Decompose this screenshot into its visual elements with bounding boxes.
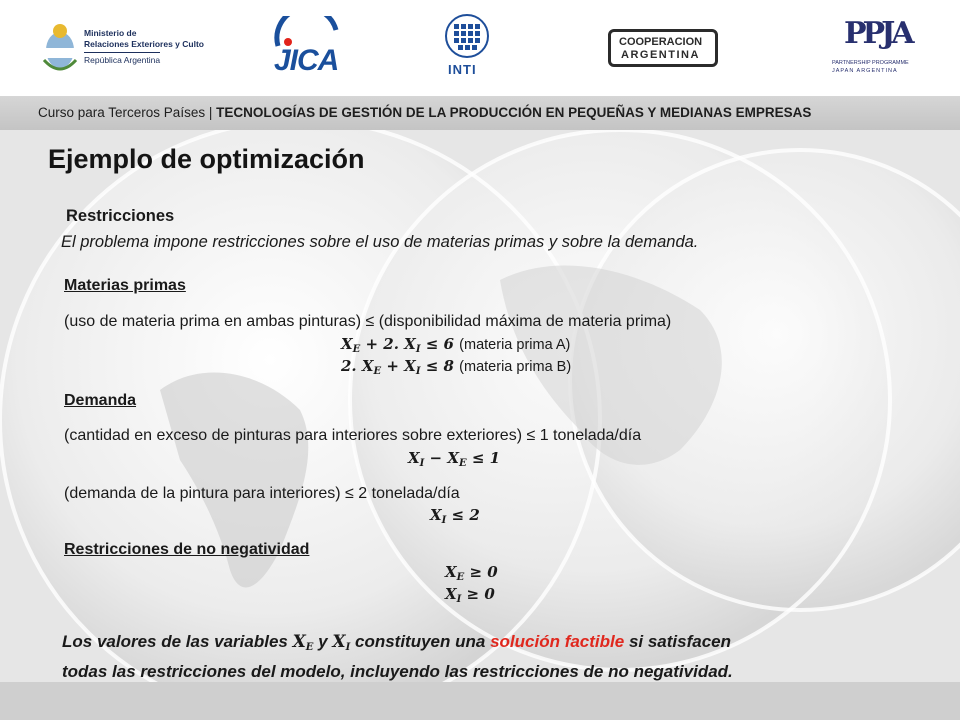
slide-title: Ejemplo de optimización [48,144,365,174]
no-negatividad-heading: Restricciones de no negatividad [64,541,310,558]
constraint-materia-b: 2. $X_E + X_I \le 8$ (materia prima B) [341,357,572,377]
ministerio-logo [40,20,210,76]
conclusion-part2: constituyen una [354,632,486,651]
ppja-line1: PARTNERSHIP PROGRAMME [832,60,909,66]
course-banner [0,96,960,130]
banner-separator: | [205,105,217,120]
cooperacion-line1: COOPERACION [619,36,703,48]
course-name: Curso para Terceros Países [38,105,206,120]
var-xi: $X_I$ [332,632,351,653]
ppja-logo [830,16,922,80]
constraint-xe-nonneg: $X_E \ge 0$ [445,563,498,583]
inti-logo [440,12,494,84]
conclusion-line-2: todas las restricciones del modelo, incluyendo las restricciones de no negatividad. [62,662,733,681]
restricciones-heading: Restricciones [66,207,175,225]
constraint-materia-a: $X_E + 2$. $X_I \le 6$ (materia prima A) [341,335,571,355]
intro-text: El problema impone restricciones sobre el uso de materias primas y sobre la demanda. [61,233,699,251]
demanda-text-1: (cantidad en exceso de pinturas para interiores sobre exteriores) ≤ 1 tonelada/día [64,427,642,444]
conclusion-text [62,630,733,684]
ministerio-line1: Ministerio de [84,28,137,38]
ppja-line2: JAPAN ARGENTINA [832,68,898,74]
ministerio-line3: República Argentina [84,52,160,65]
cooperacion-line2: ARGENTINA [621,49,700,61]
inti-globe-icon [440,12,494,60]
var-xe: $X_E$ [292,632,314,653]
constraint-xi-nonneg: $X_I \ge 0$ [445,585,495,605]
ppja-mark: PPJA [844,16,911,51]
demanda-text-2: (demanda de la pintura para interiores) ≤ 2 tonelada/día [64,485,460,502]
constraint-materia-a-note: (materia prima A) [459,337,571,353]
constraint-demanda-exceso: $X_I - X_E \le 1$ [408,449,501,469]
constraint-materia-b-note: (materia prima B) [459,359,572,375]
coat-of-arms-icon [40,20,80,76]
ministerio-line2: Relaciones Exteriores y Culto [84,39,204,49]
jica-logo [270,16,350,78]
conclusion-line-1 [62,630,733,660]
header-logos [0,0,960,96]
demanda-heading: Demanda [64,392,137,409]
conclusion-and: y [318,632,328,651]
conclusion-part1: Los valores de las variables [62,632,288,651]
jica-text: JICA [274,44,339,77]
constraint-demanda-interiores: $X_I \le 2$ [430,506,480,526]
inti-text: INTI [448,62,477,77]
solucion-factible-highlight: solución factible [490,632,625,651]
conclusion-part3: si satisfacen [628,632,732,651]
cooperacion-logo [608,29,718,67]
course-topic: TECNOLOGÍAS DE GESTIÓN DE LA PRODUCCIÓN EN PEQUEÑAS Y MEDIANAS EMPRESAS [216,105,812,120]
materias-primas-text: (uso de materia prima en ambas pinturas) ≤ (disponibilidad máxima de materia prima) [64,313,672,330]
footer-bar [0,682,960,720]
materias-primas-heading: Materias primas [64,277,186,294]
